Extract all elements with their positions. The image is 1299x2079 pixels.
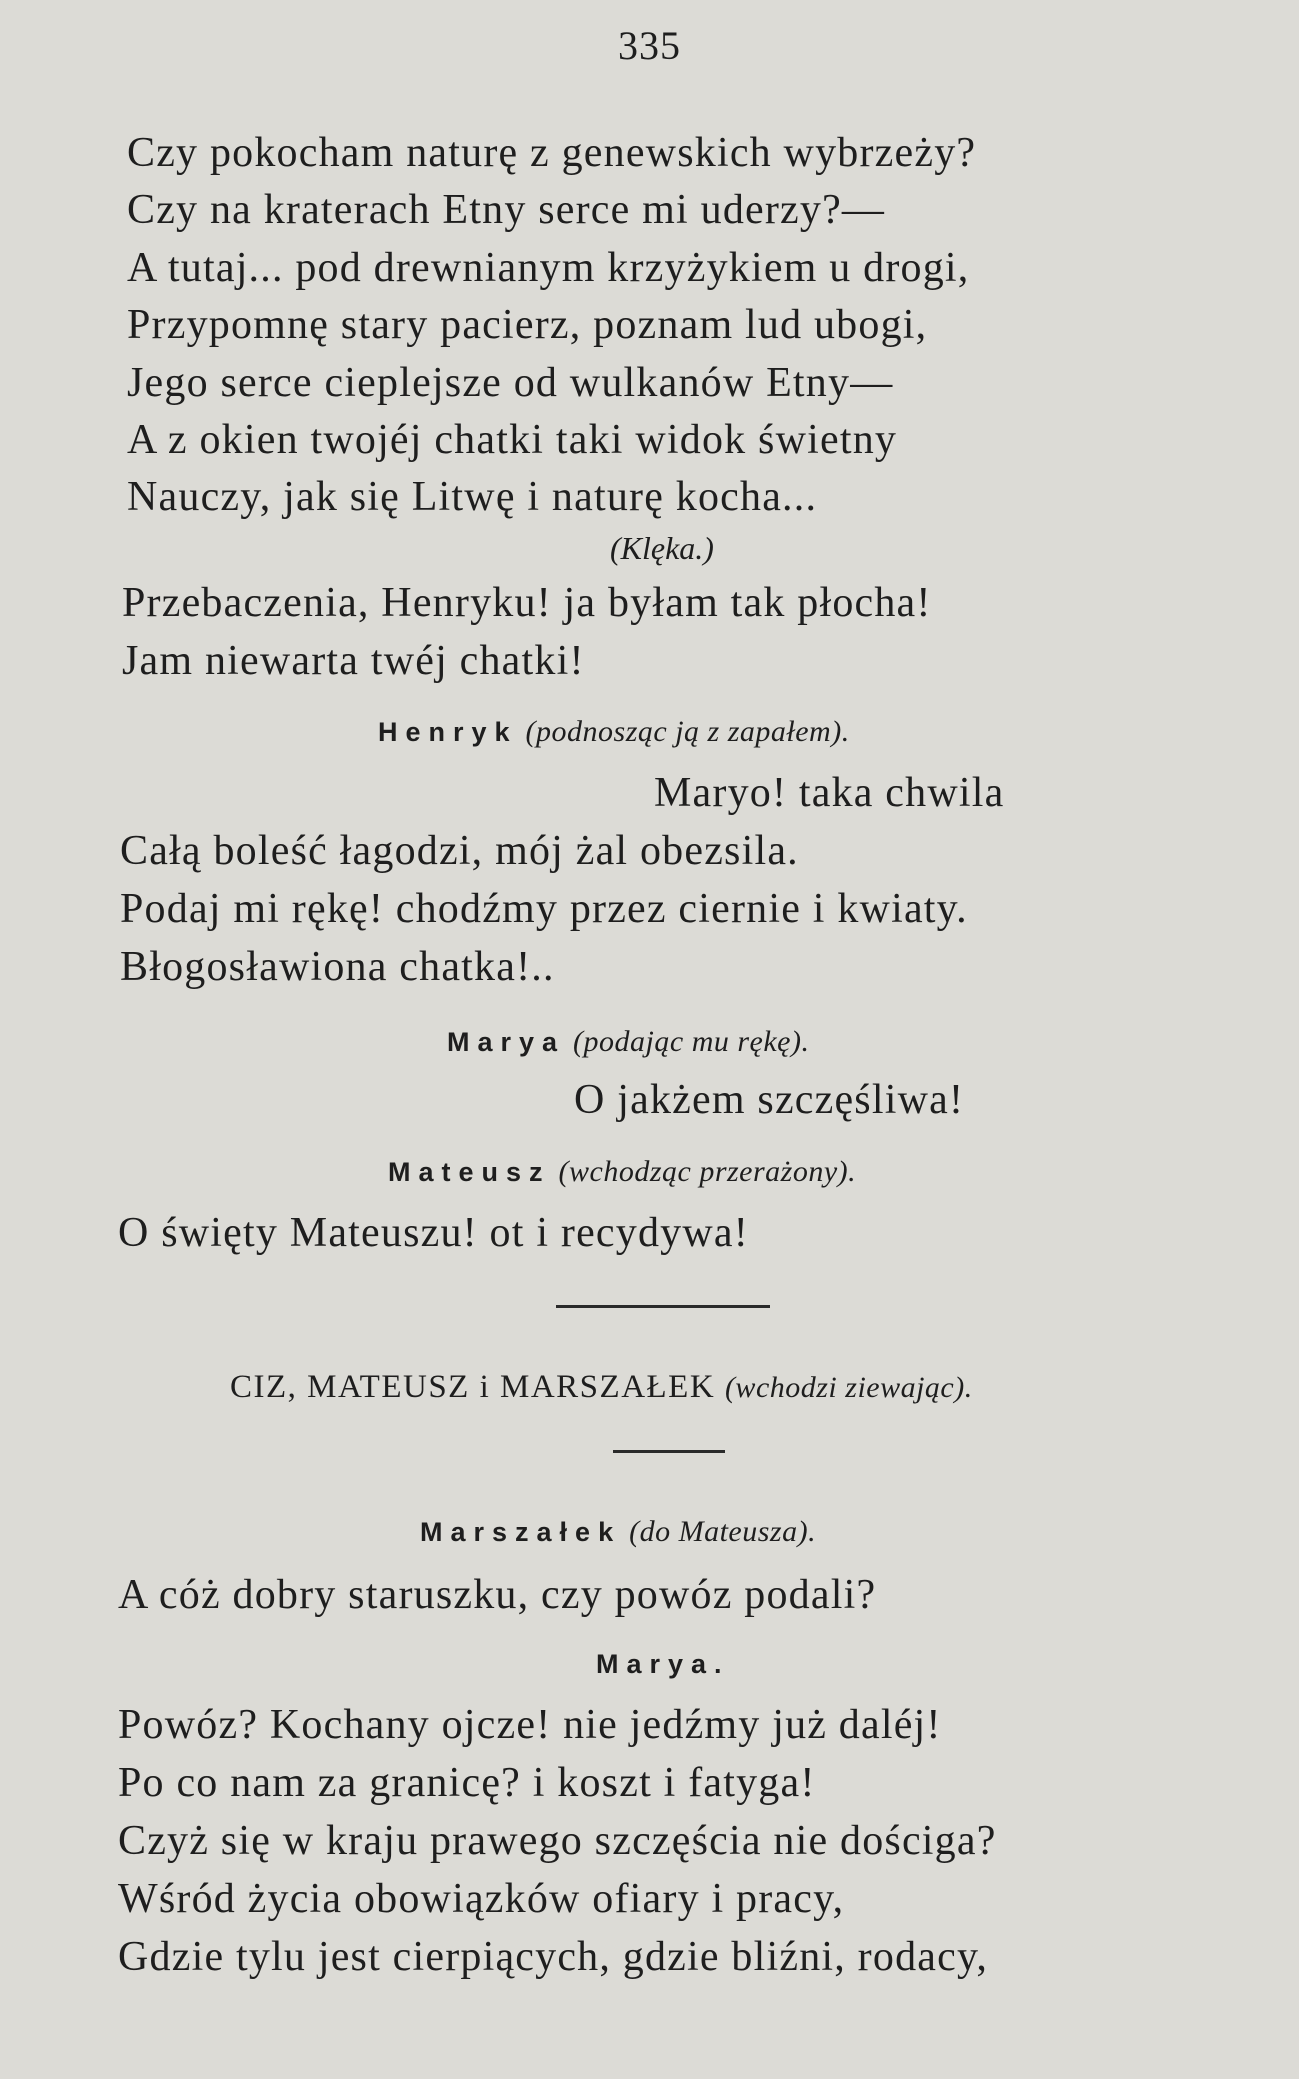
- speaker-heading-marya: [447, 1022, 809, 1067]
- verse-line: Nauczy, jak się Litwę i naturę kocha...: [127, 474, 818, 520]
- stage-direction: (podając mu rękę).: [573, 1025, 810, 1058]
- speaker-name: Marya: [447, 1027, 566, 1057]
- page-number: 335: [618, 23, 681, 68]
- section-divider: [556, 1305, 770, 1308]
- verse-line: Jam niewarta twéj chatki!: [122, 638, 585, 684]
- verse-line: A tutaj... pod drewnianym krzyżykiem u drogi,: [127, 245, 970, 291]
- speaker-heading-marya: [596, 1644, 730, 1689]
- stage-direction: (Klęka.): [610, 530, 714, 566]
- verse-line: Błogosławiona chatka!..: [120, 944, 555, 990]
- verse-line: Maryo! taka chwila: [654, 770, 1005, 816]
- verse-line: Jego serce cieplejsze od wulkanów Etny—: [127, 360, 894, 406]
- verse-line: Całą boleść łagodzi, mój żal obezsila.: [120, 828, 799, 874]
- speaker-heading-mateusz: [388, 1152, 856, 1197]
- speaker-name: Marya.: [596, 1649, 730, 1679]
- speaker-name: Henryk: [378, 717, 518, 747]
- stage-direction: (podnosząc ją z zapałem).: [525, 715, 850, 748]
- scene-heading: [230, 1365, 973, 1410]
- speaker-heading-henryk: [378, 712, 850, 757]
- verse-line: Podaj mi rękę! chodźmy przez ciernie i kwiaty.: [120, 886, 968, 932]
- verse-line: Przebaczenia, Henryku! ja byłam tak płocha!: [122, 580, 932, 626]
- scene-characters: CIZ, MATEUSZ i MARSZAŁEK: [230, 1369, 716, 1405]
- verse-line: A cóż dobry staruszku, czy powóz podali?: [118, 1572, 877, 1618]
- speaker-name: Mateusz: [388, 1157, 551, 1187]
- verse-line: A z okien twojéj chatki taki widok świetny: [127, 417, 898, 463]
- speaker-name: Marszałek: [420, 1517, 622, 1547]
- stage-direction: (wchodząc przerażony).: [558, 1155, 857, 1188]
- verse-line: O jakżem szczęśliwa!: [574, 1077, 965, 1123]
- verse-line: Czy pokocham naturę z genewskich wybrzeży?: [127, 130, 977, 176]
- verse-line: Czy na kraterach Etny serce mi uderzy?—: [127, 187, 886, 233]
- stage-direction: (do Mateusza).: [629, 1515, 817, 1548]
- verse-line: Powóz? Kochany ojcze! nie jedźmy już daléj!: [118, 1702, 942, 1748]
- stage-direction: (wchodzi ziewając).: [724, 1371, 973, 1404]
- verse-line: O święty Mateuszu! ot i recydywa!: [118, 1210, 749, 1256]
- verse-line: Wśród życia obowiązków ofiary i pracy,: [118, 1876, 845, 1922]
- section-divider: [613, 1450, 725, 1453]
- verse-line: Po co nam za granicę? i koszt i fatyga!: [118, 1760, 816, 1806]
- verse-line: Czyż się w kraju prawego szczęścia nie dościga?: [118, 1818, 997, 1864]
- speaker-heading-marszalek: [420, 1512, 816, 1557]
- verse-line: Gdzie tylu jest cierpiących, gdzie bliźni, rodacy,: [118, 1934, 989, 1980]
- verse-line: Przypomnę stary pacierz, poznam lud ubogi,: [127, 302, 928, 348]
